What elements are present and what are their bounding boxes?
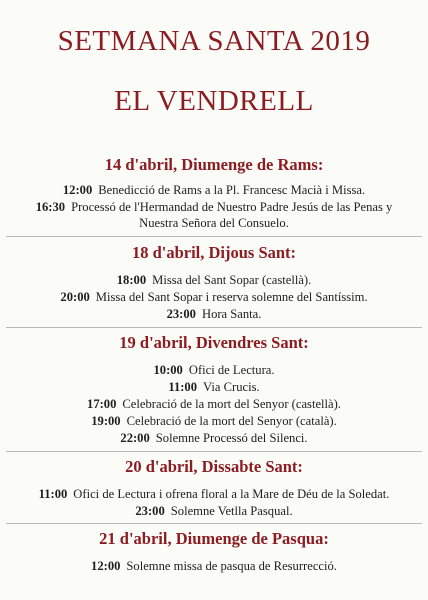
schedule-item bbox=[0, 362, 428, 378]
item-text: Ofici de Lectura i ofrena floral a la Mare de Déu de la Soledat. bbox=[73, 487, 390, 501]
item-time: 16:30 bbox=[35, 200, 66, 214]
schedule-item bbox=[0, 430, 428, 446]
section-heading-good-friday: 19 d'abril, Divendres Sant: bbox=[119, 333, 309, 352]
item-time: 11:00 bbox=[168, 380, 198, 394]
item-time: 23:00 bbox=[166, 307, 196, 321]
item-time: 22:00 bbox=[120, 431, 150, 445]
item-text: Missa del Sant Sopar i reserva solemne del Santíssim. bbox=[95, 290, 368, 304]
section-divider bbox=[6, 327, 422, 328]
schedule-item bbox=[0, 182, 428, 198]
item-text: Solemne missa de pasqua de Resurrecció. bbox=[126, 559, 337, 573]
section-heading-holy-saturday: 20 d'abril, Dissabte Sant: bbox=[125, 457, 303, 476]
schedule-item bbox=[0, 379, 428, 395]
item-time: 12:00 bbox=[62, 183, 93, 197]
schedule-item bbox=[0, 289, 428, 305]
schedule-item bbox=[0, 306, 428, 322]
section-heading-palm-sunday: 14 d'abril, Diumenge de Rams: bbox=[104, 155, 324, 174]
section-divider bbox=[6, 451, 422, 452]
poster-subtitle: EL VENDRELL bbox=[114, 85, 314, 117]
item-text: Via Crucis. bbox=[203, 380, 260, 394]
poster-title: SETMANA SANTA 2019 bbox=[57, 25, 371, 57]
section-heading-easter-sunday: 21 d'abril, Diumenge de Pasqua: bbox=[99, 529, 329, 548]
item-text: Ofici de Lectura. bbox=[188, 363, 275, 377]
item-time: 10:00 bbox=[153, 363, 183, 377]
section-divider bbox=[6, 236, 422, 237]
item-text: Solemne Processó del Silenci. bbox=[155, 431, 308, 445]
schedule-item bbox=[0, 486, 428, 502]
schedule-item bbox=[0, 199, 428, 215]
item-text: Celebració de la mort del Senyor (castellà). bbox=[122, 397, 341, 411]
schedule-item bbox=[0, 413, 428, 429]
item-time: 17:00 bbox=[87, 397, 117, 411]
item-text: Hora Santa. bbox=[201, 307, 262, 321]
item-text: Nuestra Señora del Consuelo. bbox=[139, 216, 289, 230]
item-time: 19:00 bbox=[91, 414, 121, 428]
item-time: 18:00 bbox=[116, 273, 147, 287]
item-text: Benedicció de Rams a la Pl. Francesc Macià i Missa. bbox=[98, 183, 366, 197]
item-time: 12:00 bbox=[91, 559, 121, 573]
item-text: Celebració de la mort del Senyor (català). bbox=[126, 414, 337, 428]
schedule-item bbox=[0, 558, 428, 574]
item-time: 23:00 bbox=[135, 504, 165, 518]
schedule-item bbox=[0, 396, 428, 412]
item-text: Processó de l'Hermandad de Nuestro Padre Jesús de las Penas y bbox=[71, 200, 393, 214]
item-text: Solemne Vetlla Pasqual. bbox=[170, 504, 293, 518]
item-time: 20:00 bbox=[60, 290, 90, 304]
item-text: Missa del Sant Sopar (castellà). bbox=[152, 273, 312, 287]
section-divider bbox=[6, 523, 422, 524]
item-time: 11:00 bbox=[38, 487, 68, 501]
schedule-item bbox=[0, 272, 428, 288]
section-heading-holy-thursday: 18 d'abril, Dijous Sant: bbox=[131, 243, 297, 262]
schedule-item bbox=[0, 503, 428, 519]
schedule-item-continuation bbox=[0, 215, 428, 231]
